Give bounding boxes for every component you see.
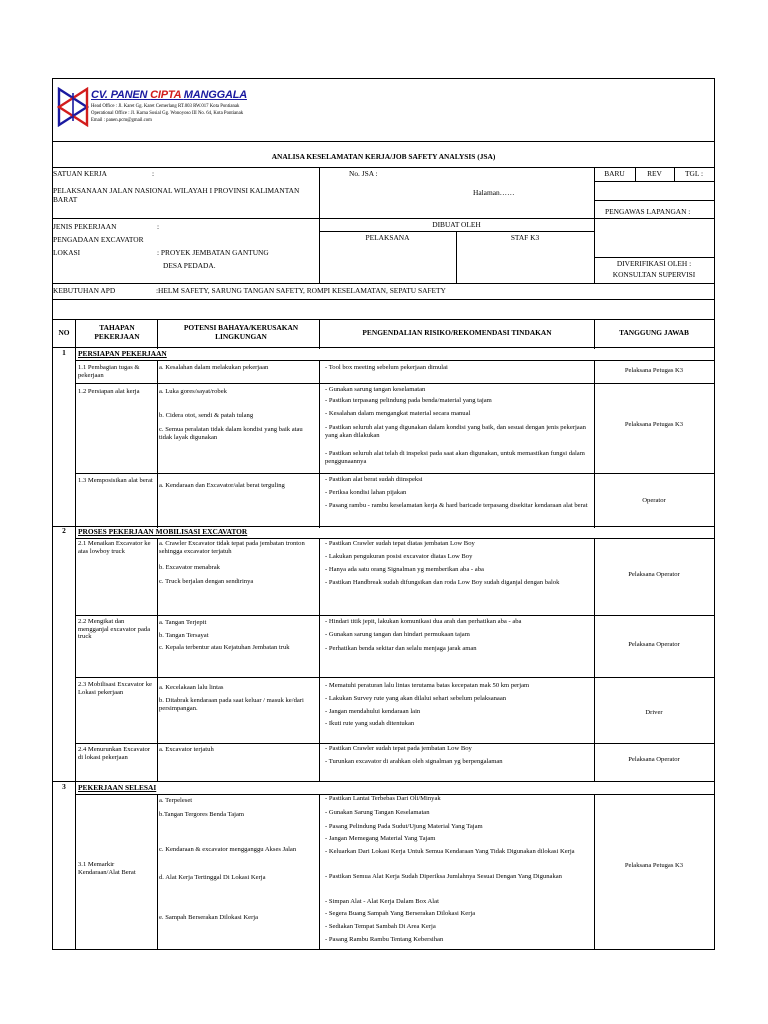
tanggung-jawab-cell: Pelaksana Operator	[628, 641, 680, 648]
col-tanggung-jawab: TANGGUNG JAWAB	[619, 328, 689, 337]
potensi-item: a. Kendaraan dan Excavator/alat berat terguling	[159, 482, 285, 489]
potensi-item: b. Excavator menabrak	[159, 564, 220, 571]
pengendalian-item: - Turunkan excavator di arahkan oleh signalman yg berpengalaman	[325, 758, 503, 765]
staf-k3-label: STAF K3	[510, 233, 540, 242]
konsultan-supervisi: KONSULTAN SUPERVISI	[612, 270, 696, 279]
col-pengendalian: PENGENDALIAN RISIKO/REKOMENDASI TINDAKAN	[362, 328, 552, 337]
potensi-item: c. Truck berjalan dengan sendirinya	[159, 578, 254, 585]
pengendalian-item: - Pastikan Crawler sudah tepat diatas jembatan Low Boy	[325, 540, 475, 547]
colon: :	[157, 222, 160, 231]
potensi-item: b. Ditabrak kendaraan pada saat keluar / masuk ke/dari persimpangan.	[159, 697, 304, 712]
section-number: 1	[62, 348, 66, 357]
potensi-item: a. Terpeleset	[159, 797, 193, 804]
pengendalian-item: - Pastikan seluruh alat telah di inspeksi pada saat akan digunakan, untuk memastikan fungsi dalam penggunaannya	[325, 450, 585, 465]
pengendalian-item: - Pastikan Handbreak sudah difungsikan dan roda Low Boy sudah diganjal dengan balok	[325, 579, 560, 586]
potensi-item: a. Tangan Terjepit	[159, 619, 207, 626]
potensi-item: b. Tangan Tersayat	[159, 632, 209, 639]
pengendalian-item: - Lakukan Survey rute yang akan dilalui sehari sebelum pelaksanaan	[325, 695, 507, 702]
pengendalian-item: - Pasang rambu - rambu keselamatan kerja & hard baricade terpasang disekitar kendaraan alat berat	[325, 502, 588, 509]
potensi-item: a. Luka gores/sayat/robek	[159, 388, 227, 395]
section-title: PEKERJAAN SELESAI	[78, 783, 157, 792]
col-tahapan: TAHAPAN PEKERJAAN	[94, 323, 140, 341]
potensi-item: a. Kesalahan dalam melakukan pekerjaan	[159, 364, 269, 371]
satuan-kerja-label: SATUAN KERJA	[53, 169, 107, 178]
pengendalian-item: - Gunakan sarung tangan dan hindari permukaan tajam	[325, 631, 470, 638]
pengendalian-item: - Pastikan terpasang pelindung pada benda/material yang tajam	[325, 397, 492, 404]
diverifikasi-oleh: DIVERIFIKASI OLEH :	[616, 259, 692, 268]
section-title: PROSES PEKERJAAN MOBILISASI EXCAVATOR	[78, 527, 248, 536]
pengendalian-item: - Mematuhi peraturan lalu lintas terutama batas kecepatan mak 50 km perjam	[325, 682, 530, 689]
lokasi-value: : PROYEK JEMBATAN GANTUNG	[157, 248, 269, 257]
pengendalian-item: - Hindari titik jepit, lakukan komunikasi dua arah dan perhatikan aba - aba	[325, 618, 522, 625]
pengendalian-item: - Kesalahan dalam mengangkat material secara manual	[325, 410, 471, 417]
pengendalian-item: - Pasang Rambu Rambu Tentang Kebersihan	[325, 936, 444, 943]
col-potensi: POTENSI BAHAYA/KERUSAKAN LINGKUNGAN	[183, 323, 299, 341]
pengendalian-item: - Gunakan Sarung Tangan Keselamatan	[325, 809, 430, 816]
tanggung-jawab-cell: Pelaksana Petugas K3	[624, 421, 684, 428]
section-number: 3	[62, 782, 66, 791]
jsa-form	[52, 78, 715, 950]
tahapan-cell: 2.4 Menurunkan Excavator di lokasi pekerjaan	[78, 746, 150, 761]
potensi-item: a. Kecelakaan lalu lintas	[159, 684, 224, 691]
pengendalian-item: - Simpan Alat - Alat Kerja Dalam Box Alat	[325, 898, 439, 905]
dibuat-oleh: DIBUAT OLEH	[432, 220, 481, 229]
potensi-item: b.Tangan Tergores Benda Tajam	[159, 811, 245, 818]
kebutuhan-apd-value: :HELM SAFETY, SARUNG TANGAN SAFETY, ROMPI KESELAMATAN, SEPATU SAFETY	[156, 286, 446, 295]
document-title: ANALISA KESELAMATAN KERJA/JOB SAFETY ANALYSIS (JSA)	[271, 152, 496, 161]
tahapan-cell: 2.2 Mengikat dan mengganjal excavator pada truck	[78, 618, 151, 641]
pengendalian-item: - Ikuti rute yang sudah ditentukan	[325, 720, 415, 727]
potensi-item: c. Semua peralatan tidak dalam kondisi yang baik atau tidak layak digunakan	[159, 426, 303, 441]
satuan-kerja-value: PELAKSANAAN JALAN NASIONAL WILAYAH I PROVINSI KALIMANTAN BARAT	[53, 186, 300, 204]
section-title: PERSIAPAN PEKERJAAN	[78, 349, 167, 358]
pengendalian-item: - Gunakan sarung tangan keselamatan	[325, 386, 426, 393]
col-no: NO	[58, 328, 70, 337]
pengendalian-item: - Segera Buang Sampah Yang Berserakan Dilokasi Kerja	[325, 910, 476, 917]
pengendalian-item: - Keluarkan Dari Lokasi Kerja Untuk Semua Kendaraan Yang Tidak Digunakan dilokasi Kerja	[325, 848, 575, 855]
potensi-item: b. Cidera otot, sendi & patah tulang	[159, 412, 254, 419]
potensi-item: e. Sampah Berserakan Dilokasi Kerja	[159, 914, 259, 921]
tgl-label: TGL :	[685, 169, 703, 178]
potensi-item: a. Excavator terjatuh	[159, 746, 214, 753]
pengendalian-item: - Periksa kondisi lahan pijakan	[325, 489, 407, 496]
pengendalian-item: - Jangan mendahului kendaraan lain	[325, 708, 421, 715]
tahapan-cell: 2.1 Menaikan Excavator ke atas lowboy truck	[78, 540, 151, 555]
tahapan-cell: 1.3 Memposisikan alat berat	[78, 477, 153, 484]
lokasi-label: LOKASI	[53, 248, 81, 257]
company-logo-icon	[57, 87, 89, 127]
pengendalian-item: - Jangan Memegang Material Yang Tajam	[325, 835, 436, 842]
potensi-item: a. Crawler Excavator tidak tepat pada jembatan tronton sehingga excavator terjatuh	[159, 540, 305, 555]
potensi-item: c. Kendaraan & excavator mengganggu Akses Jalan	[159, 846, 297, 853]
tanggung-jawab-cell: Operator	[642, 497, 666, 504]
tahapan-cell: 1.2 Persiapan alat kerja	[78, 388, 140, 395]
tahapan-cell: 1.1 Pembagian tugas & pekerjaan	[78, 364, 140, 379]
head-office-address: Head Office : Jl. Karet Gg. Karet Cemerlang RT.003 RW.017 Kota Pontianak	[91, 104, 240, 109]
potensi-item: c. Kepala terbentur atau Kejatuhan Jembatan truk	[159, 644, 290, 651]
potensi-item: d. Alat Kerja Tertinggal Di Lokasi Kerja	[159, 874, 266, 881]
tanggung-jawab-cell: Pelaksana Operator	[628, 571, 680, 578]
pengendalian-item: - Tool box meeting sebelum pekerjaan dimulai	[325, 364, 448, 371]
tanggung-jawab-cell: Pelaksana Operator	[628, 756, 680, 763]
pengendalian-item: - Sediakan Tempat Sambah Di Area Kerja	[325, 923, 436, 930]
pengawas-lapangan: PENGAWAS LAPANGAN :	[605, 207, 691, 216]
company-email: Email : panen.pcm@gmail.com	[91, 118, 152, 123]
jenis-pekerjaan-value: PENGADAAN EXCAVATOR	[53, 235, 144, 244]
company-name: CV. PANEN CIPTA MANGGALA	[91, 89, 247, 101]
pengendalian-item: - Pastikan Semua Alat Kerja Sudah Diperiksa Jumlahnya Sesuai Dengan Yang Digunakan	[325, 873, 562, 880]
pengendalian-item: - Perhatikan benda sekitar dan selalu menjaga jarak aman	[325, 645, 477, 652]
halaman: Halaman……	[473, 188, 515, 197]
pelaksana-label: PELAKSANA	[365, 233, 410, 242]
pengendalian-item: - Pastikan Lantai Terbebas Dari Oli/Minyak	[325, 795, 441, 802]
jenis-pekerjaan-label: JENIS PEKERJAAN	[53, 222, 117, 231]
section-number: 2	[62, 526, 66, 535]
no-jsa-label: No. JSA :	[349, 169, 378, 178]
tahapan-cell: 3.1 Memarkir Kendaraan/Alat Berat	[78, 861, 136, 876]
pengendalian-item: - Pasang Pelindung Pada Sudut/Ujung Material Yang Tajam	[325, 823, 483, 830]
pengendalian-item: - Lakukan pengukuran posisi excavator diatas Low Boy	[325, 553, 473, 560]
baru-label: BARU	[604, 169, 625, 178]
operational-office-address: Operational Office : Jl. Karna Sosial Gg. Wonoyoso III No. 64, Kota Pontianak	[91, 111, 244, 116]
tanggung-jawab-cell: Pelaksana Petugas K3	[624, 367, 684, 374]
kebutuhan-apd-label: KEBUTUHAN APD	[53, 286, 116, 295]
tanggung-jawab-cell: Pelaksana Petugas K3	[624, 862, 684, 869]
lokasi-value-2: DESA PEDADA.	[163, 261, 216, 270]
rev-label: REV	[647, 169, 662, 178]
tanggung-jawab-cell: Driver	[645, 709, 663, 716]
pengendalian-item: - Pastikan alat berat sudah diinspeksi	[325, 476, 423, 483]
pengendalian-item: - Pastikan seluruh alat yang digunakan dalam kondisi yang baik, dan sesuai dengan jenis pekerjaan yang akan dilakukan	[325, 424, 586, 439]
pengendalian-item: - Pastikan Crawler sudah tepat pada jembatan Low Boy	[325, 745, 472, 752]
pengendalian-item: - Hanya ada satu orang Signalman yg memberikan aba - aba	[325, 566, 484, 573]
tahapan-cell: 2.3 Mobilisasi Excavator ke Lokasi pekerjaan	[78, 681, 152, 696]
colon: :	[152, 169, 155, 178]
